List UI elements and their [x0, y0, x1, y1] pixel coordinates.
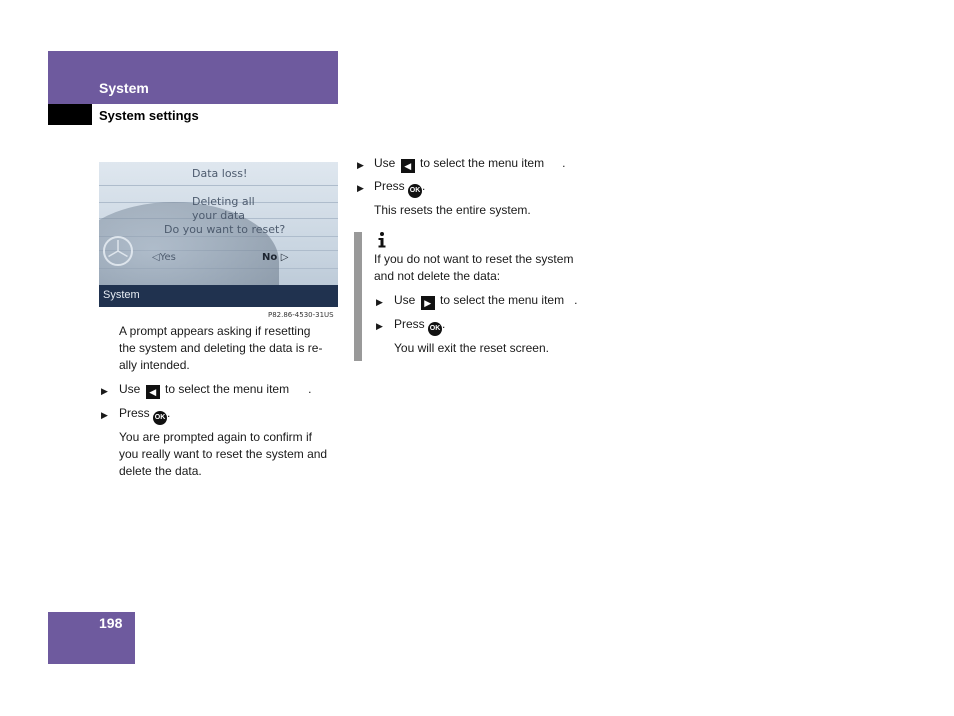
- step-text: to select the menu item: [440, 293, 565, 307]
- right-step-2: [374, 178, 425, 198]
- result-line: delete the data.: [119, 464, 202, 478]
- note-step-1: [394, 292, 577, 310]
- right-step-1: [374, 155, 565, 173]
- arrow-right-key-icon: ▶: [421, 296, 435, 310]
- screen-no-label: No: [262, 252, 278, 263]
- ok-button-icon: OK: [153, 411, 167, 425]
- triangle-right-icon: ▶: [376, 321, 383, 331]
- page-number: 198: [99, 615, 123, 631]
- left-result-paragraph: [119, 429, 327, 480]
- left-step-1: [119, 381, 311, 399]
- section-tab-marker: [48, 104, 92, 125]
- screen-yes-label: Yes: [159, 252, 176, 263]
- ok-button-icon: OK: [408, 184, 422, 198]
- image-reference-code: P82.86-4530-31US: [268, 311, 334, 319]
- screen-line-2: your data: [192, 209, 246, 222]
- intro-line: the system and deleting the data is re-: [119, 341, 323, 355]
- result-line: You are prompted again to confirm if: [119, 430, 313, 444]
- result-line: you really want to reset the system and: [119, 447, 328, 461]
- step-prefix: Press: [119, 406, 150, 420]
- step-prefix: Use: [374, 156, 396, 170]
- screen-separator: [99, 185, 338, 186]
- arrow-left-key-icon: ◀: [146, 385, 160, 399]
- step-prefix: Use: [394, 293, 416, 307]
- triangle-right-icon: ▶: [101, 386, 108, 396]
- intro-paragraph: [119, 323, 322, 374]
- step-end: .: [167, 406, 171, 420]
- step-end: .: [442, 317, 446, 331]
- screen-no-option: No ▷: [262, 252, 289, 263]
- step-text: to select the menu item: [420, 156, 545, 170]
- display-screenshot: [99, 162, 338, 307]
- step-prefix: Use: [119, 382, 141, 396]
- note-line: and not delete the data:: [374, 269, 501, 283]
- screen-title: Data loss!: [192, 167, 248, 180]
- left-step-2: [119, 405, 170, 425]
- arrow-left-key-icon: ◀: [401, 159, 415, 173]
- section-title: System: [99, 80, 149, 96]
- ok-button-icon: OK: [428, 322, 442, 336]
- intro-line: ally intended.: [119, 358, 190, 372]
- screen-line-1: Deleting all: [192, 195, 255, 208]
- mercedes-star-icon: [103, 236, 133, 266]
- note-sidebar: [354, 232, 362, 361]
- screen-bar-label: System: [103, 289, 140, 301]
- triangle-right-icon: ▶: [376, 297, 383, 307]
- info-icon: [374, 231, 390, 249]
- triangle-right-icon: ▶: [101, 410, 108, 420]
- subsection-title: System settings: [99, 108, 199, 123]
- note-intro: [374, 251, 573, 285]
- step-end: .: [422, 179, 426, 193]
- header-band: [48, 51, 338, 104]
- step-text: to select the menu item: [165, 382, 290, 396]
- note-line: If you do not want to reset the system: [374, 252, 574, 266]
- step-end: .: [562, 156, 566, 170]
- intro-line: A prompt appears asking if resetting: [119, 324, 311, 338]
- right-result: This resets the entire system.: [374, 203, 531, 217]
- note-result: You will exit the reset screen.: [394, 341, 549, 355]
- triangle-right-icon: ▶: [357, 183, 364, 193]
- step-prefix: Press: [374, 179, 405, 193]
- screen-yes-option: ◁Yes: [152, 252, 176, 263]
- step-end: .: [574, 293, 578, 307]
- triangle-right-icon: ▶: [357, 160, 364, 170]
- step-end: .: [308, 382, 312, 396]
- step-prefix: Press: [394, 317, 425, 331]
- screen-question: Do you want to reset?: [164, 223, 286, 236]
- note-step-2: [394, 316, 445, 336]
